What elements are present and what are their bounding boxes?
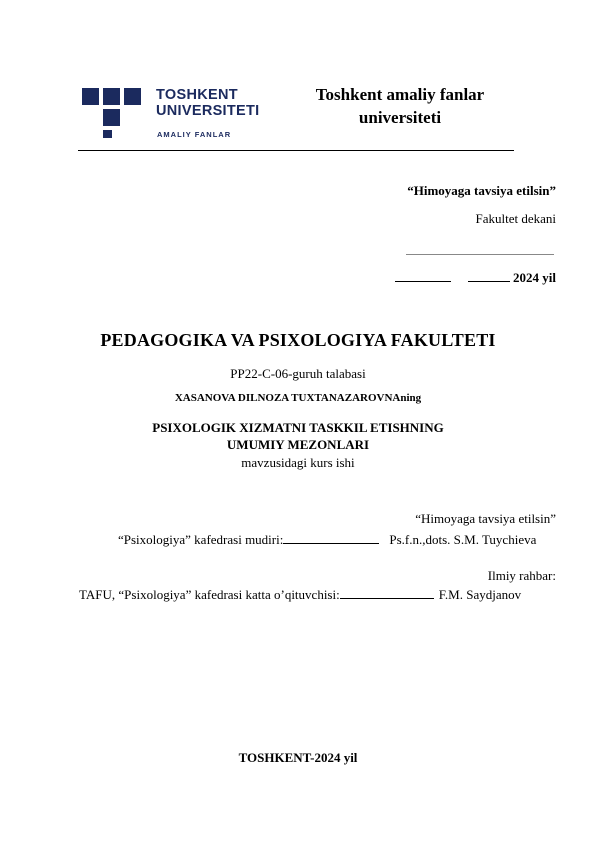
topic-line1: PSIXOLOGIK XIZMATNI TASKKIL ETISHNING xyxy=(152,420,444,435)
chair-name: Ps.f.n.,dots. S.M. Tuychieva xyxy=(389,532,537,547)
date-month-blank xyxy=(468,270,510,282)
dean-signature-line xyxy=(406,254,554,255)
logo-text-line1: TOSHKENT xyxy=(156,87,238,103)
approval-date xyxy=(395,270,556,286)
advisor-signature-line xyxy=(340,586,434,599)
logo-subtitle: AMALIY FANLAR xyxy=(157,130,232,139)
topic-line2: UMUMIY MEZONLARI xyxy=(226,437,370,452)
student-name: XASANOVA DILNOZA TUXTANAZAROVNAning xyxy=(174,392,422,404)
chair-signature-line xyxy=(283,531,379,544)
advisor-row xyxy=(79,586,521,603)
work-type: mavzusidagi kurs ishi xyxy=(241,455,355,470)
chair-role: “Psixologiya” kafedrasi mudiri: xyxy=(118,532,284,547)
advisor-title: Ilmiy rahbar: xyxy=(487,568,556,583)
date-day-blank xyxy=(395,270,451,282)
faculty-title: PEDAGOGIKA VA PSIXOLOGIYA FAKULTETI xyxy=(100,330,496,350)
university-title-line1: Toshkent amaliy fanlar xyxy=(315,85,485,104)
approval-label-bottom: “Himoyaga tavsiya etilsin” xyxy=(415,511,556,526)
university-title xyxy=(300,83,500,129)
approval-year: 2024 yil xyxy=(513,270,556,285)
university-logo-icon xyxy=(82,88,142,138)
logo-text-line2: UNIVERSITETI xyxy=(156,103,260,119)
group-line: PP22-C-06-guruh talabasi xyxy=(230,366,366,381)
advisor-role: TAFU, “Psixologiya” kafedrasi katta o’qituvchisi: xyxy=(79,587,340,602)
approval-label-top: “Himoyaga tavsiya etilsin” xyxy=(407,183,556,198)
university-title-line2: universiteti xyxy=(358,108,442,127)
footer-city-year: TOSHKENT-2024 yil xyxy=(238,750,358,765)
advisor-name: F.M. Saydjanov xyxy=(438,587,522,602)
dean-title: Fakultet dekani xyxy=(475,211,556,226)
chair-row xyxy=(118,531,536,548)
header-divider xyxy=(78,150,514,151)
